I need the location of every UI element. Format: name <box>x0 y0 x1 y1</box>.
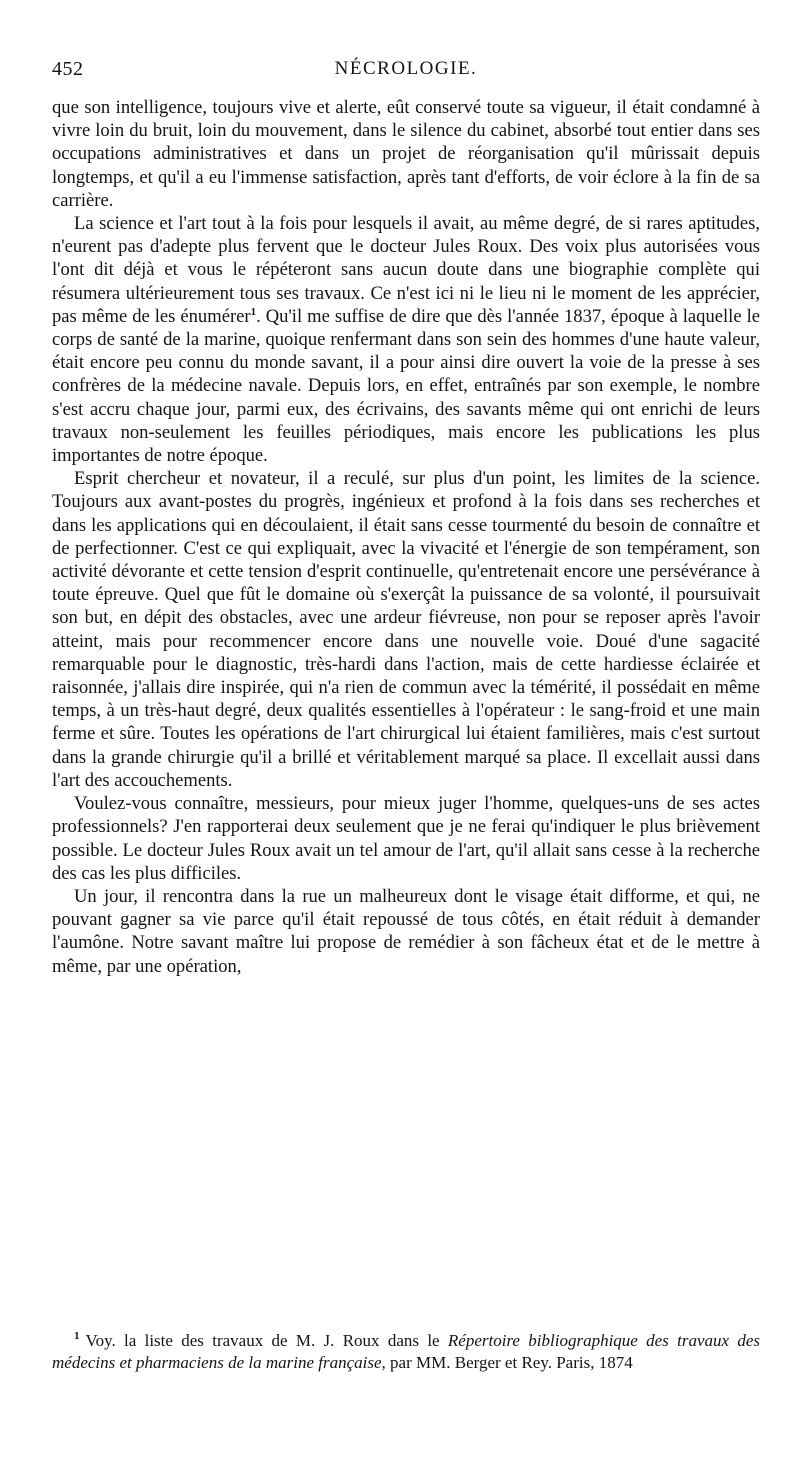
footnote-cited-title: Répertoire bibliographique des travaux des médecins et pharmaciens de la marine française <box>52 1331 761 1372</box>
paragraph-5: Un jour, il rencontra dans la rue un malheureux dont le visage était difforme, et qui, ne pouvant gagner sa vie parce qu'il était repoussé de tous côtés, en était réduit à demander l'aumône. Notre savant maître lui propose de remédier à son fâcheux état et de le mettre à même, par une opération, <box>52 885 760 977</box>
paragraph-1: que son intelligence, toujours vive et alerte, eût conservé toute sa vigueur, il était condamné à vivre loin du bruit, loin du mouvement, dans le silence du cabinet, absorbé tout entier dans ses occupations administratives et dans un projet de réorganisation qu'il mûrissait depuis longtemps, et qu'il a eu l'immense satisfaction, après tant d'efforts, de voir éclore à la fin de sa carrière. <box>52 97 760 211</box>
paragraph-2-text-a: La science et l'art tout à la fois pour lesquels il avait, au même degré, de si rares aptitudes, n'eurent pas d'adepte plus fervent que le docteur Jules Roux. Des voix plus autorisées vous l'ont dit déjà et vous le répéteront sans aucun doute dans une biographie complète qui résumera ultérieurement tous ses travaux. Ce n'est ici ni le lieu ni le moment de les apprécier, pas même de les énumérer <box>52 213 760 327</box>
paragraph-4: Voulez-vous connaître, messieurs, pour mieux juger l'homme, quelques-uns de ses actes professionnels? J'en rapporterai deux seulement que je ne ferai qu'indiquer le plus brièvement possible. Le docteur Jules Roux avait un tel amour de l'art, qu'il allait sans cesse à la recherche des cas les plus difficiles. <box>52 793 760 884</box>
footnote-mark: 1 <box>74 1330 80 1343</box>
page-number: 452 <box>52 58 84 80</box>
running-title: NÉCROLOGIE. <box>334 58 478 79</box>
page-header <box>52 58 760 88</box>
footnote-text-before: Voy. la liste des travaux de M. J. Roux dans le <box>85 1331 448 1350</box>
footnote-reference: 1 <box>250 305 257 318</box>
paragraph-3: Esprit chercheur et novateur, il a reculé, sur plus d'un point, les limites de la science. Toujours aux avant-postes du progrès, ingénieux et profond à la fois dans ses recherches et dans les applications qui en découlaient, il était sans cesse tourmenté du besoin de connaître et de perfectionner. C'est ce qui expliquait, avec la vivacité et l'énergie de son tempérament, son activité dévorante et cette tension d'esprit continuelle, qu'entretenait encore une persévérance à toute épreuve. Quel que fût le domaine où s'exerçât la puissance de sa volonté, il poursuivait son but, en dépit des obstacles, avec une ardeur fiévreuse, non pour se reposer après l'avoir atteint, mais pour recommencer encore dans une nouvelle voie. Doué d'une sagacité remarquable pour le diagnostic, très-hardi dans l'action, mais de cette hardiesse éclairée et raisonnée, j'allais dire inspirée, qui n'a rien de commun avec la témérité, il possédait en même temps, à un très-haut degré, deux qualités essentielles à l'opérateur : le sang-froid et une main ferme et sûre. Toutes les opérations de l'art chirurgical lui étaient familières, mais c'est surtout dans la grande chirurgie qu'il a brillé et véritablement marqué sa place. Il excellait aussi dans l'art des accouchements. <box>52 468 760 791</box>
footnote-text-after: , par MM. Berger et Rey. Paris, 1874 <box>381 1353 633 1372</box>
body-text <box>52 96 760 978</box>
paragraph-2 <box>52 212 760 467</box>
footnote <box>52 1330 760 1374</box>
paragraph-2-text-b: . Qu'il me suffise de dire que dès l'année 1837, époque à laquelle le corps de santé de la marine, quoique renfermant dans son sein des hommes d'une haute valeur, était encore peu connu du monde savant, il a pour ainsi dire ouvert la voie de la presse à ses confrères de la médecine navale. Depuis lors, en effet, entraînés par son exemple, le nombre s'est accru chaque jour, parmi eux, des écrivains, des savants même qui ont enrichi de leurs travaux non-seulement les feuilles périodiques, mais encore les publications les plus importantes de notre époque. <box>52 305 760 467</box>
footnote-text <box>52 1330 760 1374</box>
